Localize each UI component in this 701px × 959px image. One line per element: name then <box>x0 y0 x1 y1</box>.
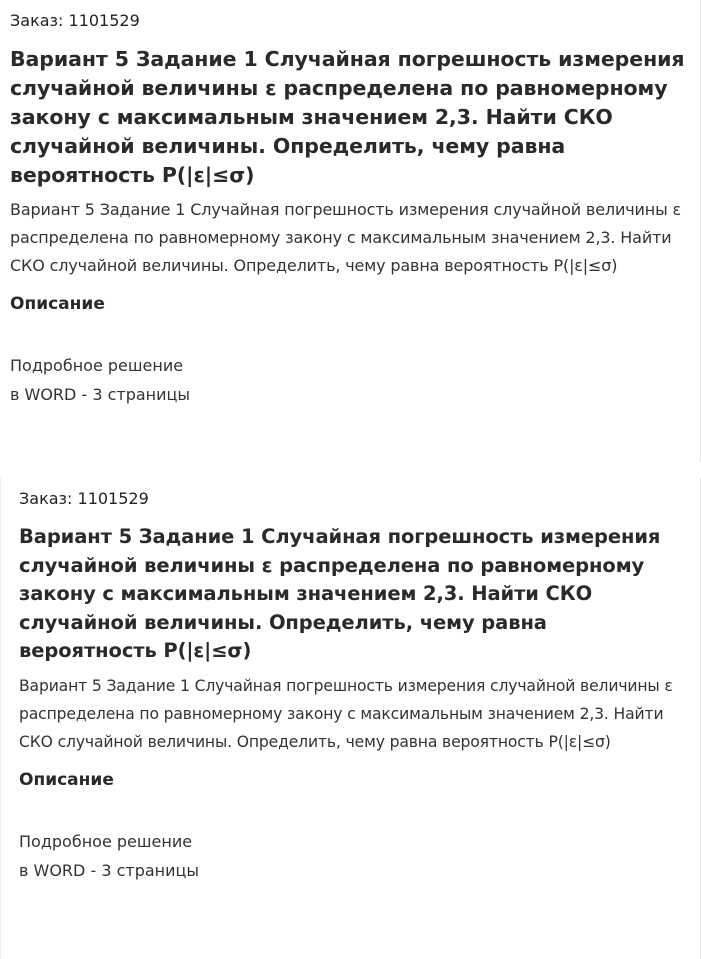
solution-details-line-2: в WORD - 3 страницы <box>19 860 200 880</box>
order-number: Заказ: 1101529 <box>19 489 149 508</box>
order-card-2 <box>0 478 701 959</box>
task-description: Вариант 5 Задание 1 Случайная погрешность измерения случайной величины ε распределена по равномерному закону с максимальным значением 2,3. Найти СКО случайной величины. Определить, чему равна вероятность P(|ε|≤σ) <box>19 676 673 751</box>
solution-details <box>19 827 682 885</box>
description-heading: Описание <box>19 769 114 790</box>
solution-details <box>10 351 690 409</box>
solution-details-line-1: Подробное решение <box>10 356 184 375</box>
order-number: Заказ: 1101529 <box>10 11 140 30</box>
description-heading: Описание <box>10 294 105 314</box>
task-title: Вариант 5 Задание 1 Случайная погрешность измерения случайной величины ε распределена по равномерному закону с максимальным значением 2,3. Найти СКО случайной величины. Определить, чему равна вероятность P(|ε|≤σ) <box>10 47 685 187</box>
task-description: Вариант 5 Задание 1 Случайная погрешность измерения случайной величины ε распределена по равномерному закону с максимальным значением 2,3. Найти СКО случайной величины. Определить, чему равна вероятность P(|ε|≤σ) <box>10 200 681 275</box>
order-card-1 <box>0 0 701 462</box>
solution-details-line-1: Подробное решение <box>19 831 193 851</box>
task-title: Вариант 5 Задание 1 Случайная погрешность измерения случайной величины ε распределена по равномерному закону с максимальным значением 2,3. Найти СКО случайной величины. Определить, чему равна вероятность P(|ε|≤σ) <box>19 525 661 662</box>
solution-details-line-2: в WORD - 3 страницы <box>10 385 191 404</box>
